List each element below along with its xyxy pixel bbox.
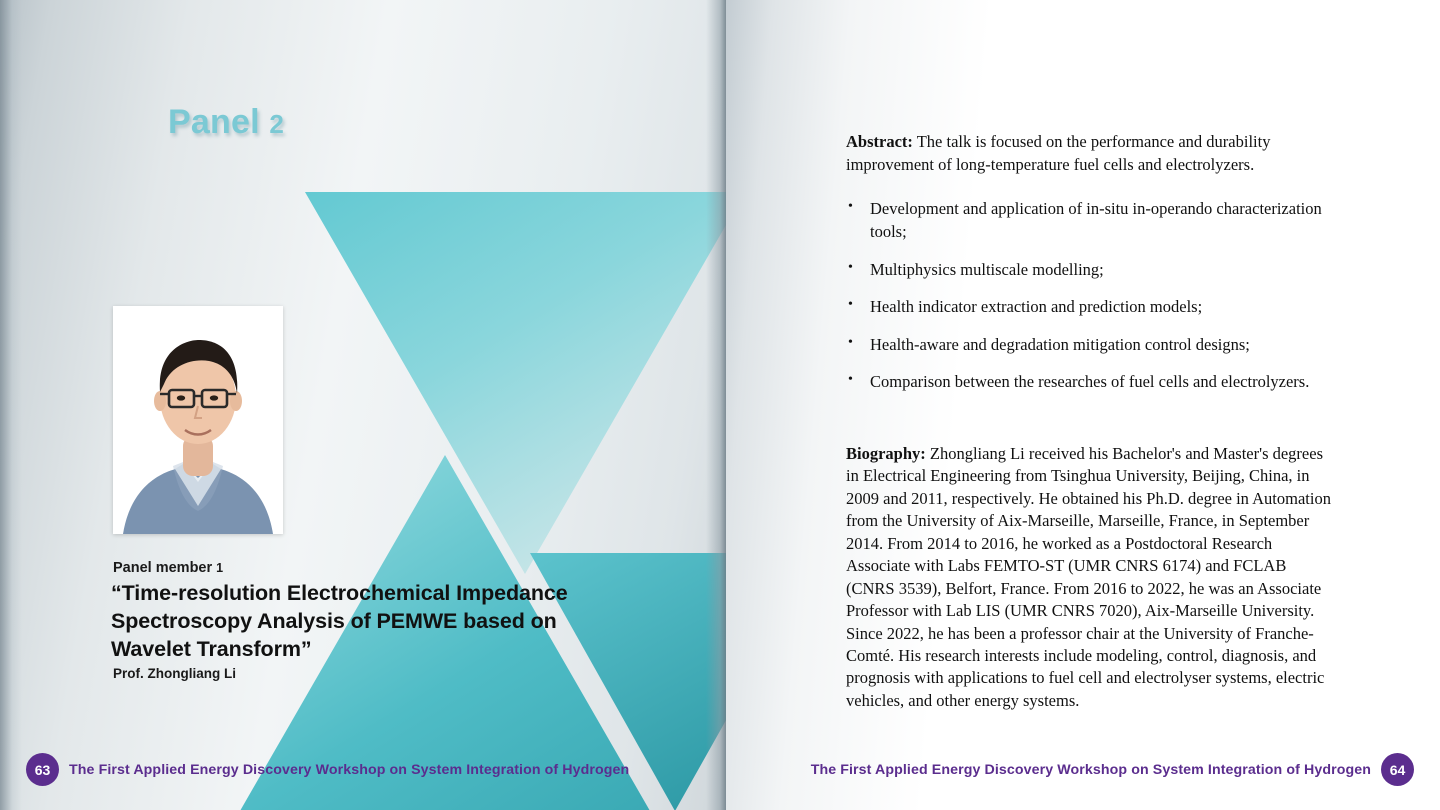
footer-left	[26, 753, 629, 786]
panel-number: 2	[269, 109, 285, 139]
biography-paragraph	[846, 443, 1336, 712]
page-number-badge-right: 64	[1381, 753, 1414, 786]
footer-right	[811, 753, 1414, 786]
list-item: • Development and application of in-situ in-operando characterization tools;	[844, 197, 1344, 244]
biography-label: Biography:	[846, 444, 926, 463]
list-item: • Multiphysics multiscale modelling;	[844, 258, 1344, 281]
speaker-name: Prof. Zhongliang Li	[113, 666, 236, 681]
panel-member-number: 1	[216, 561, 224, 575]
right-page	[726, 0, 1440, 810]
footer-text-right: The First Applied Energy Discovery Workshop on System Integration of Hydrogen	[810, 761, 1371, 778]
topic-bullet-list	[844, 197, 1344, 408]
list-item: • Health-aware and degradation mitigation control designs;	[844, 333, 1344, 356]
abstract-paragraph	[846, 130, 1341, 177]
page-title	[168, 103, 284, 142]
page-number-badge-left: 63	[26, 753, 59, 786]
talk-title: “Time-resolution Electrochemical Impedance Spectroscopy Analysis of PEMWE based on Wavelet Transform”	[111, 581, 568, 661]
abstract-label: Abstract:	[846, 132, 913, 151]
speaker-photo	[113, 306, 283, 534]
abstract-text: The talk is focused on the performance and durability improvement of long-temperature fuel cells and electrolyzers.	[846, 132, 1271, 175]
bullet-list	[844, 197, 1344, 394]
biography-text: Zhongliang Li received his Bachelor's and Master's degrees in Electrical Engineering from Tsinghua University, Beijing, China, in 2009 and 2011, respectively. He obtained his Ph.D. degree in Automation from the University of Aix-Marseille, Marseille, France, in September 2014. From 2014 to 2016, he worked as a Postdoctoral Research Associate with Labs FEMTO-ST (UMR CNRS 6174) and FCLAB (CNRS 3539), Belfort, France. From 2016 to 2022, he was an Associate Professor with Lab LIS (UMR CNRS 7020), Aix-Marseille University. Since 2022, he has been a professor chair at the University of Franche-Comté. His research interests include modeling, control, diagnosis, and prognosis with applications to fuel cell and electrolyser systems, electric vehicles, and other energy systems.	[846, 444, 1331, 710]
list-item: • Comparison between the researches of fuel cells and electrolyzers.	[844, 370, 1344, 393]
footer-text-left: The First Applied Energy Discovery Workshop on System Integration of Hydrogen	[69, 761, 630, 778]
panel-title-text: Panel	[168, 103, 260, 141]
list-item: • Health indicator extraction and prediction models;	[844, 295, 1344, 318]
panel-member-label	[113, 560, 223, 576]
panel-member-text: Panel member	[113, 560, 213, 576]
